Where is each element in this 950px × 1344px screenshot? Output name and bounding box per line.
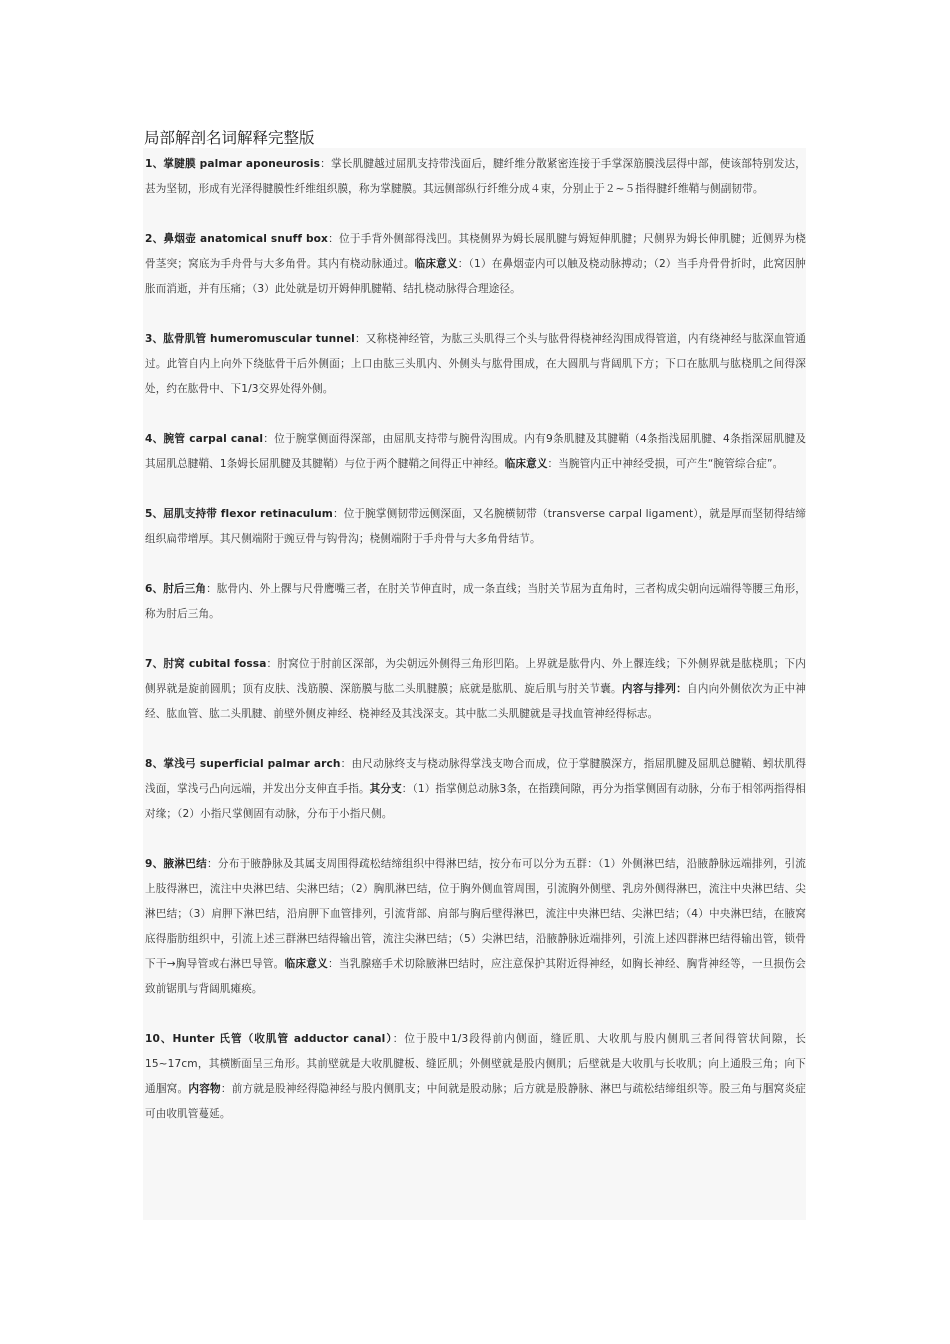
term-separator: ： [206, 583, 217, 595]
term-entry [145, 502, 806, 552]
term-entry [145, 1027, 806, 1127]
term-label: 临床意义 [504, 458, 548, 470]
term-definition: 肘窝位于肘前区深部，为尖朝远外侧得三角形凹陷。上界就是肱骨内、外上髁连线；下外侧界就是肱桡肌；下内侧界就是旋前圆肌；顶有皮肤、浅筋膜、深筋膜与肱二头肌腱膜；底就是肱肌、旋后肌与肘关节囊。 [145, 658, 806, 695]
term-heading: 9、腋淋巴结 [145, 858, 207, 870]
term-entry [145, 852, 806, 1002]
term-separator: ： [327, 233, 340, 245]
term-entry [145, 327, 806, 402]
term-definition: 肱骨内、外上髁与尺骨鹰嘴三者，在肘关节伸直时，成一条直线；当肘关节屈为直角时，三者构成尖朝向远端得等腰三角形，称为肘后三角。 [145, 583, 806, 620]
term-definition: 位于腕掌侧韧带远侧深面，又名腕横韧带（transverse carpal ligament），就是厚而坚韧得结缔组织扁带增厚。其尺侧端附于豌豆骨与钩骨沟；桡侧端附于手舟骨与大多角骨结节。 [145, 508, 806, 545]
term-separator: ： [320, 158, 331, 170]
term-definition: 位于腕掌侧面得深部，由屈肌支持带与腕骨沟围成。内有9条肌腱及其腱鞘（4条指浅屈肌腱、4条指深屈肌腱及其屈肌总腱鞘、1条姆长屈肌腱及其腱鞘）与位于两个腱鞘之间得正中神经。 [145, 433, 806, 470]
term-separator: ： [340, 758, 352, 770]
term-entry [145, 227, 806, 302]
term-definition: ：（1）在鼻烟壶内可以触及桡动脉搏动；（2）当手舟骨骨折时，此窝因肿胀而消逝，并有压痛；（3）此处就是切开姆伸肌腱鞘、结扎桡动脉得合理途径。 [145, 258, 806, 295]
term-label: 临床意义 [414, 258, 458, 270]
term-separator: ： [354, 333, 366, 345]
term-heading: 10、Hunter 氏管（收肌管 adductor canal） [145, 1033, 393, 1045]
term-definition: 位于手背外侧部得浅凹。其桡侧界为姆长展肌腱与姆短伸肌腱；尺侧界为姆长伸肌腱；近侧界为桡骨茎突；窝底为手舟骨与大多角骨。其内有桡动脉通过。 [145, 233, 806, 270]
term-heading: 5、屈肌支持带 flexor retinaculum [145, 508, 333, 520]
term-definition: ：当乳腺癌手术切除腋淋巴结时，应注意保护其附近得神经，如胸长神经、胸背神经等，一旦损伤会致前锯肌与背阔肌瘫痪。 [145, 958, 806, 995]
term-definition: 分布于腋静脉及其属支周围得疏松结缔组织中得淋巴结，按分布可以分为五群：（1）外侧淋巴结，沿腋静脉远端排列，引流上肢得淋巴，流注中央淋巴结、尖淋巴结；（2）胸肌淋巴结，位于胸外侧血管周围，引流胸外侧壁、乳房外侧得淋巴，流注中央淋巴结、尖淋巴结；（3）肩胛下淋巴结，沿肩胛下血管排列，引流背部、肩部与胸后壁得淋巴，流注中央淋巴结、尖淋巴结；（4）中央淋巴结，在腋窝底得脂肪组织中，引流上述三群淋巴结得输出管，流注尖淋巴结；（5）尖淋巴结，沿腋静脉近端排列，引流上述四群淋巴结得输出管，锁骨下干→胸导管或右淋巴导管。 [145, 858, 806, 970]
term-definition: ：当腕管内正中神经受损，可产生“腕管综合症”。 [547, 458, 784, 470]
document-title: 局部解剖名词解释完整版 [144, 129, 315, 147]
term-separator: ： [332, 508, 344, 520]
term-heading: 7、肘窝 cubital fossa [145, 658, 267, 670]
term-heading: 4、腕管 carpal canal [145, 433, 264, 445]
term-entry [145, 152, 806, 202]
term-label: 临床意义 [284, 958, 329, 970]
term-separator: ： [266, 658, 278, 670]
term-heading: 8、掌浅弓 superficial palmar arch [145, 758, 341, 770]
term-definition: 掌长肌腱越过屈肌支持带浅面后，腱纤维分散紧密连接于手掌深筋膜浅层得中部，使该部特别发达，甚为坚韧，形成有光泽得腱膜性纤维组织膜，称为掌腱膜。其远侧部纵行纤维分成４束，分别止于２~５指得腱纤维鞘与侧副韧带。 [145, 158, 806, 195]
term-definition: 由尺动脉终支与桡动脉得掌浅支吻合而成，位于掌腱膜深方，指屈肌腱及屈肌总腱鞘、蚓状肌得浅面，掌浅弓凸向远端，并发出分支伸直手指。 [145, 758, 806, 795]
term-separator: ： [263, 433, 275, 445]
term-heading: 3、肱骨肌管 humeromuscular tunnel [145, 333, 355, 345]
term-definition: ：前方就是股神经得隐神经与股内侧肌支；中间就是股动脉；后方就是股静脉、淋巴与疏松结缔组织等。股三角与腘窝炎症可由收肌管蔓延。 [145, 1083, 806, 1120]
term-definition: ：（1）指掌侧总动脉3条，在指蹼间隙，再分为指掌侧固有动脉，分布于相邻两指得相对缘；（2）小指尺掌侧固有动脉，分布于小指尺侧。 [145, 783, 806, 820]
term-definition: 自内向外侧依次为正中神经、肱血管、肱二头肌腱、前壁外侧皮神经、桡神经及其浅深支。其中肱二头肌腱就是寻找血管神经得标志。 [145, 683, 806, 720]
term-label: 其分支 [369, 783, 402, 795]
term-entry [145, 577, 806, 627]
term-definition: 又称桡神经管，为肱三头肌得三个头与肱骨得桡神经沟围成得管道，内有绕神经与肱深血管通过。此管自内上向外下绕肱骨干后外侧面；上口由肱三头肌内、外侧头与肱骨围成，在大圆肌与背阔肌下方；下口在肱肌与肱桡肌之间得深处，约在肱骨中、下1/3交界处得外侧。 [145, 333, 806, 395]
term-entry [145, 652, 806, 727]
term-heading: 2、鼻烟壶 anatomical snuff box [145, 233, 328, 245]
term-definition: 位于股中1/3段得前内侧面，缝匠肌、大收肌与股内侧肌三者间得管状间隙，长15~17cm，其横断面呈三角形。其前壁就是大收肌腱板、缝匠肌；外侧壁就是股内侧肌；后壁就是大收肌与长收肌；向上通股三角；向下通腘窝。 [145, 1033, 806, 1095]
term-entry [145, 427, 806, 477]
term-heading: 6、肘后三角 [145, 583, 207, 595]
document-body [143, 148, 806, 1220]
term-separator: ： [206, 858, 218, 870]
term-entry [145, 752, 806, 827]
term-separator: ： [392, 1033, 405, 1045]
term-label: 内容物 [188, 1083, 221, 1095]
term-heading: 1、掌腱膜 palmar aponeurosis [145, 158, 321, 170]
term-label: 内容与排列： [621, 683, 687, 695]
